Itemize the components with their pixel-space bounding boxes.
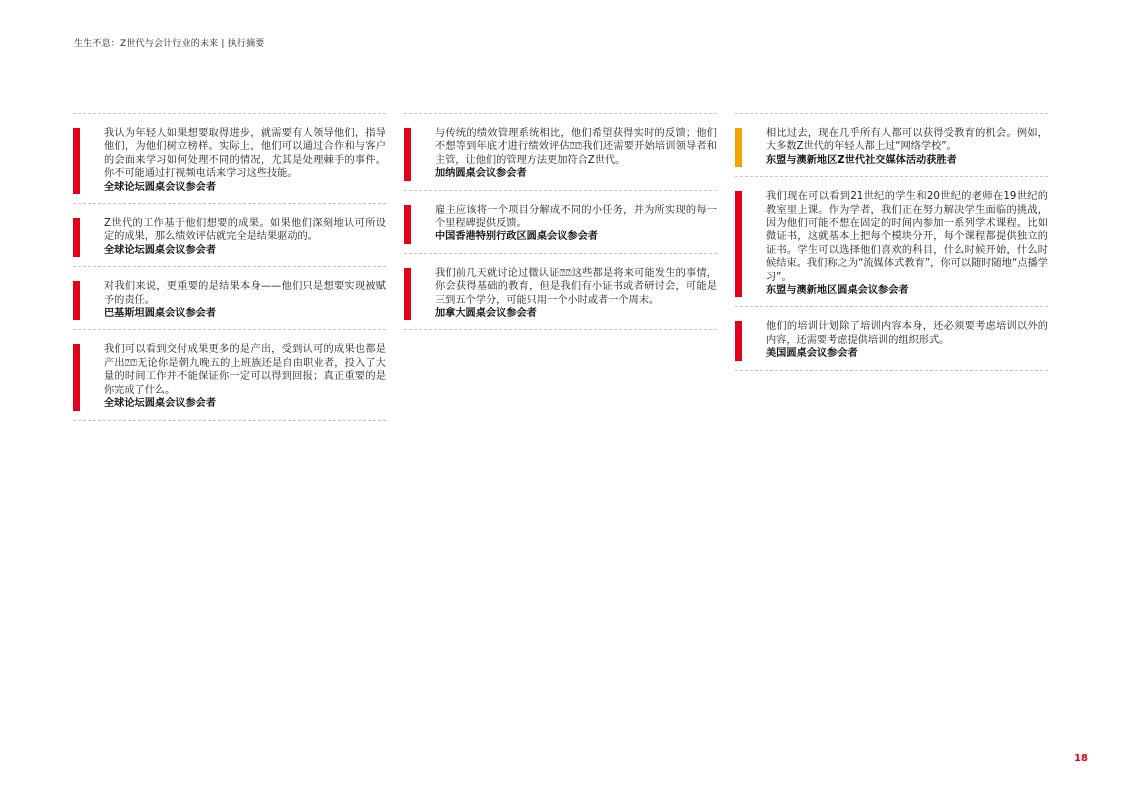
quote-accent-bar (73, 218, 80, 257)
quote-block (735, 307, 1048, 370)
quote-block (404, 191, 717, 254)
quote-text: 对我们来说，更重要的是结果本身——他们只是想要实现被赋予的责任。 (104, 281, 386, 306)
quote-block (735, 114, 1048, 177)
quote-accent-bar (404, 205, 411, 244)
quote-source: 东盟与澳新地区Z世代社交媒体活动获胜者 (766, 154, 957, 166)
quote-text: 他们的培训计划除了培训内容本身，还必须要考虑培训以外的内容，还需要考虑提供培训的组织形式。 (766, 321, 1048, 346)
quote-source: 加纳圆桌会议参会者 (435, 168, 527, 180)
quote-text: Z世代的工作基于他们想要的成果。如果他们深刻地认可所设定的成果，那么绩效评估就完全是结果驱动的。 (104, 218, 386, 243)
quote-accent-bar-amber (735, 128, 742, 167)
quote-source: 中国香港特别行政区圆桌会议参会者 (435, 231, 598, 243)
quote-accent-bar (735, 321, 742, 360)
quote-column-3 (735, 113, 1048, 371)
quote-accent-bar (73, 281, 80, 320)
quote-column-2 (404, 113, 717, 330)
quote-accent-bar (73, 344, 80, 410)
quote-text: 与传统的绩效管理系统相比，他们希望获得实时的反馈；他们不想等到年底才进行绩效评估⍰⍰我们还需要开始培训领导者和主管，让他们的管理方法更加符合Z世代。 (435, 128, 717, 166)
quote-block (404, 114, 717, 191)
quote-source: 美国圆桌会议参会者 (766, 348, 858, 360)
quote-source: 全球论坛圆桌会议参会者 (104, 181, 217, 193)
quote-text: 我认为年轻人如果想要取得进步，就需要有人领导他们，指导他们，为他们树立榜样。实际上，他们可以通过合作和与客户的会面来学习如何处理不同的情况，尤其是处理棘手的事件。你不可能通过打视频电话来学习这些技能。 (104, 128, 386, 180)
quote-accent-bar (404, 268, 411, 321)
page-number: 18 (1074, 753, 1088, 764)
quote-source: 全球论坛圆桌会议参会者 (104, 398, 217, 410)
quote-text: 我们可以看到交付成果更多的是产出，受到认可的成果也都是产出⍰⍰无论你是朝九晚五的上班族还是自由职业者，投入了大量的时间工作并不能保证你一定可以得到回报；真正重要的是你完成了什么。 (104, 344, 386, 396)
quote-block (73, 330, 386, 420)
quote-accent-bar (73, 128, 80, 194)
quote-block (735, 177, 1048, 307)
quote-source: 全球论坛圆桌会议参会者 (104, 244, 217, 256)
quote-block (73, 114, 386, 204)
quote-block (73, 267, 386, 330)
quote-text: 相比过去，现在几乎所有人都可以获得受教育的机会。例如，大多数Z世代的年轻人都上过“网络学校”。 (766, 128, 1048, 153)
running-header: 生生不息：Z世代与会计行业的未来 | 执行摘要 (74, 39, 265, 49)
quote-text: 我们前几天就讨论过微认证⍰⍰这些都是将来可能发生的事情，你会获得基础的教育，但是我们有小证书或者研讨会，可能是三到五个学分，可能只用一个小时或者一个周末。 (435, 267, 717, 306)
quote-block (404, 254, 717, 331)
quote-accent-bar (735, 191, 742, 297)
quote-block (73, 204, 386, 267)
quote-source: 巴基斯坦圆桌会议参会者 (104, 308, 217, 320)
quote-text: 我们现在可以看到21世纪的学生和20世纪的老师在19世纪的教室里上课。作为学者，我们正在努力解决学生面临的挑战，因为他们可能不想在固定的时间内参加一系列学术课程。比如微证书，这就基本上把每个模块分开，每个课程都提供独立的证书。学生可以选择他们喜欢的科目，什么时候开始，什么时候结束。我们称之为“流媒体式教育”，你可以随时随地“点播学习”。 (766, 191, 1048, 283)
quote-source: 东盟与澳新地区圆桌会议参会者 (766, 285, 909, 297)
quote-text: 雇主应该将一个项目分解成不同的小任务，并为所实现的每一个里程碑提供反馈。 (435, 204, 717, 230)
quote-source: 加拿大圆桌会议参会者 (435, 308, 537, 320)
quote-column-1 (73, 113, 386, 421)
quote-accent-bar (404, 128, 411, 181)
